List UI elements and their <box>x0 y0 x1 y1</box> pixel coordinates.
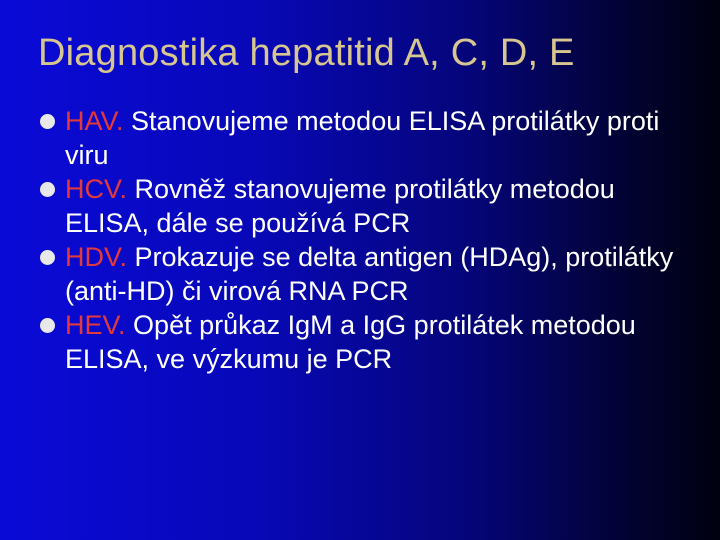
bullet-label: HCV. <box>65 174 128 204</box>
bullet-label: HEV. <box>65 310 126 340</box>
bullet-hav <box>38 104 698 172</box>
bullet-dot-icon <box>40 182 55 197</box>
bullet-text: Rovněž stanovujeme protilátky metodou ELISA, dále se používá PCR <box>65 174 615 238</box>
slide-title: Diagnostika hepatitid A, C, D, E <box>38 32 575 74</box>
bullet-dot-icon <box>40 250 55 265</box>
bullet-hcv <box>38 172 698 240</box>
bullet-list <box>38 104 698 376</box>
bullet-hdv <box>38 240 698 308</box>
bullet-hev <box>38 308 698 376</box>
bullet-label: HDV. <box>65 242 128 272</box>
bullet-label: HAV. <box>65 106 124 136</box>
bullet-text: Prokazuje se delta antigen (HDAg), protilátky (anti-HD) či virová RNA PCR <box>65 242 674 306</box>
bullet-text: Opět průkaz IgM a IgG protilátek metodou ELISA, ve výzkumu je PCR <box>65 310 636 374</box>
bullet-dot-icon <box>40 318 55 333</box>
bullet-dot-icon <box>40 114 55 129</box>
bullet-text: Stanovujeme metodou ELISA protilátky proti viru <box>65 106 660 170</box>
